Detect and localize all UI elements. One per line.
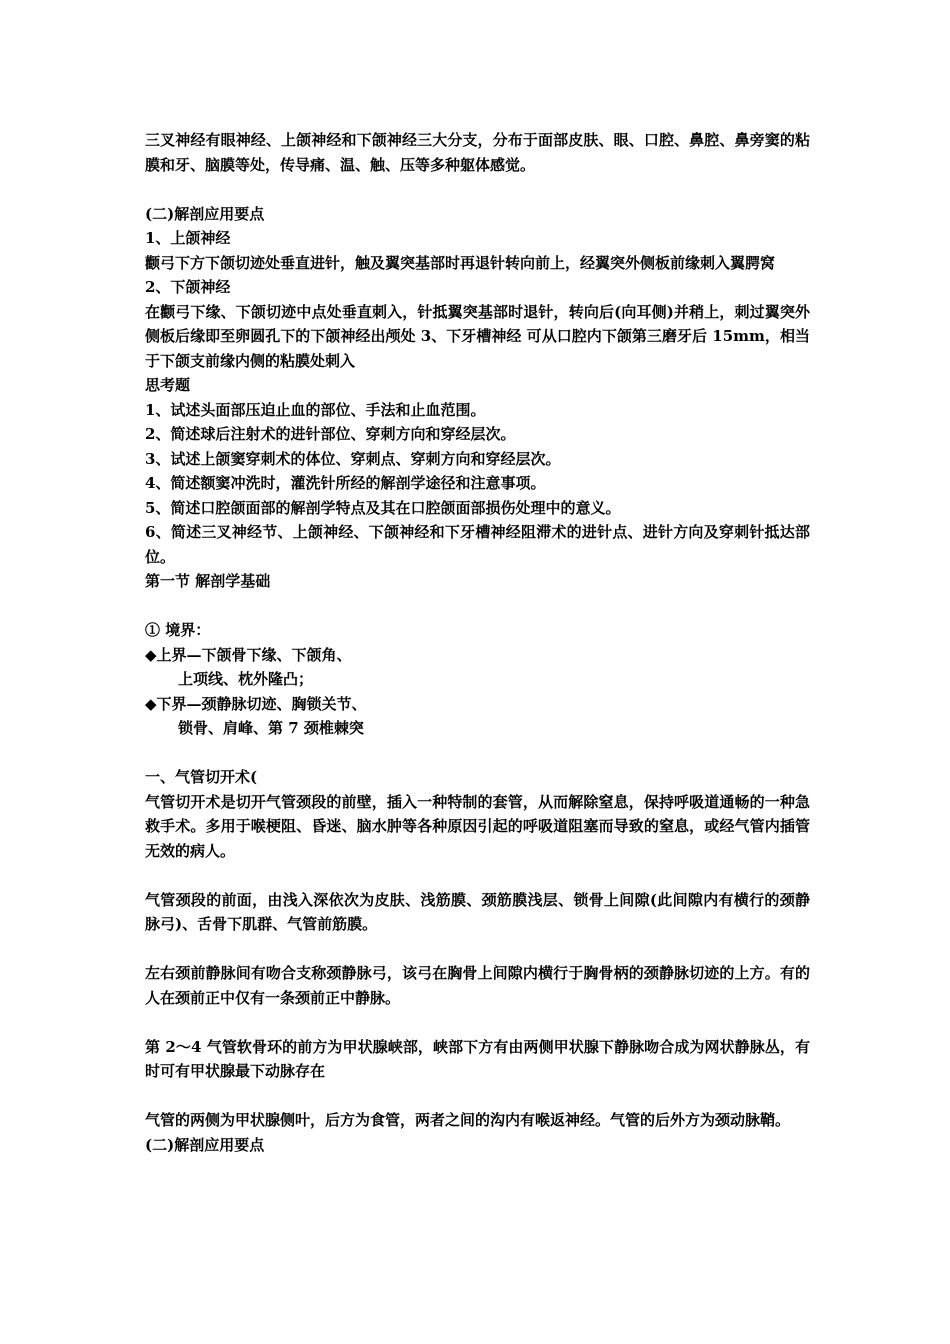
layers-paragraph: 气管颈段的前面，由浅入深依次为皮肤、浅筋膜、颈筋膜浅层、锁骨上间隙(此间隙内有横行的颈静脉弓)、舌骨下肌群、气管前筋膜。 [145, 890, 810, 933]
tracheotomy-heading: 一、气管切开术( [145, 768, 258, 786]
question-item: 6、简述三叉神经节、上颌神经、下颌神经和下牙槽神经阻滞术的进针点、进针方向及穿刺针抵达部位。 [145, 523, 810, 566]
question-item: 3、试述上颌窦穿刺术的体位、穿刺点、穿刺方向和穿经层次。 [145, 449, 561, 468]
blank-line [145, 1010, 810, 1035]
section-heading: (二)解剖应用要点 [145, 204, 265, 223]
tracheotomy-paragraph: 气管切开术是切开气管颈段的前壁，插入一种特制的套管，从而解除窒息，保持呼吸道通畅的一种急救手术。多用于喉梗阻、昏迷、脑水肿等各种原因引起的呼吸道阻塞而导致的窒息，或经气管内插管无效的病人。 [145, 792, 810, 860]
item-paragraph: 在颧弓下缘、下颌切迹中点处垂直刺入，针抵翼突基部时退针，转向后(向耳侧)并稍上，刺过翼突外侧板后缘即至卵圆孔下的下颌神经出颅处 3、下牙槽神经 可从口腔内下颌第三磨牙后 15mm，相当于下颌支前缘内侧的粘膜处刺入 [145, 302, 810, 370]
item-title: 1、上颌神经 [145, 229, 231, 247]
boundary-upper-line: 上项线、枕外隆凸； [178, 670, 314, 688]
blank-line [145, 594, 810, 619]
sides-paragraph: 气管的两侧为甲状腺侧叶，后方为食管，两者之间的沟内有喉返神经。气管的后外方为颈动脉鞘。 [145, 1111, 791, 1129]
thyroid-paragraph: 第 2～4 气管软骨环的前方为甲状腺峡部，峡部下方有由两侧甲状腺下静脉吻合成为网状静脉丛，有时可有甲状腺最下动脉存在 [145, 1037, 810, 1080]
blank-line [145, 1084, 810, 1109]
questions-heading: 思考题 [145, 376, 191, 394]
section-heading: (二)解剖应用要点 [145, 1135, 265, 1154]
blank-line [145, 937, 810, 962]
question-item: 5、简述口腔颌面部的解剖学特点及其在口腔颌面部损伤处理中的意义。 [145, 498, 621, 517]
blank-line [145, 177, 810, 202]
boundary-lower-line: 锁骨、肩峰、第 7 颈椎棘突 [178, 719, 364, 737]
boundary-heading: ① 境界： [145, 621, 211, 639]
question-item: 2、简述球后注射术的进针部位、穿刺方向和穿经层次。 [145, 425, 516, 443]
section-title: 第一节 解剖学基础 [145, 572, 271, 590]
intro-paragraph: 三叉神经有眼神经、上颌神经和下颌神经三大分支，分布于面部皮肤、眼、口腔、鼻腔、鼻旁窦的粘膜和牙、脑膜等处，传导痛、温、触、压等多种躯体感觉。 [145, 131, 810, 174]
item-paragraph: 颧弓下方下颌切迹处垂直进针，触及翼突基部时再退针转向前上，经翼突外侧板前缘刺入翼腭窝 [145, 253, 776, 272]
question-item: 1、试述头面部压迫止血的部位、手法和止血范围。 [145, 400, 486, 419]
vein-paragraph: 左右颈前静脉间有吻合支称颈静脉弓，该弓在胸骨上间隙内横行于胸骨柄的颈静脉切迹的上方。有的人在颈前正中仅有一条颈前正中静脉。 [145, 964, 810, 1007]
boundary-lower-line: ◆下界—颈静脉切迹、胸锁关节、 [145, 694, 367, 713]
boundary-upper-line: ◆上界—下颌骨下缘、下颌角、 [145, 645, 352, 664]
item-title: 2、下颌神经 [145, 278, 231, 296]
blank-line [145, 741, 810, 766]
blank-line [145, 863, 810, 888]
document-page [145, 128, 810, 1157]
question-item: 4、简述额窦冲洗时，灌洗针所经的解剖学途径和注意事项。 [145, 474, 546, 492]
